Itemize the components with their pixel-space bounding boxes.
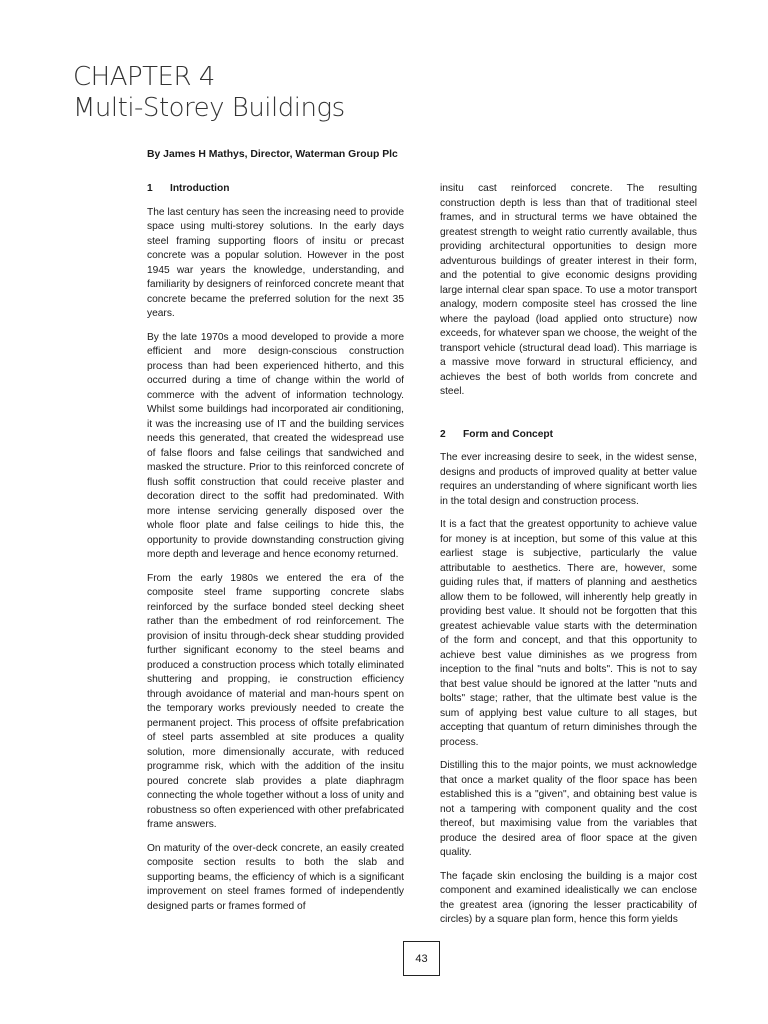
right-column — [440, 182, 697, 937]
paragraph: The façade skin enclosing the building is a major cost component and examined idealistically we can enclose the greatest area (ignoring the lesser practicability of circles) by a square plan form, hence this form yields — [440, 870, 697, 925]
paragraph: It is a fact that the greatest opportunity to achieve value for money is at inception, but some of this value at this earliest stage is subjective, particularly the value attributable to aesthetics. There are, however, some guiding rules that, if matters of planning and aesthetics allow them to be followed, will inherently help greatly in providing best value. It should not be forgotten that this greatest achievable value starts with the determination of the form and concept, and that this opportunity to achieve best value diminishes as we progress from inception to the final "nuts and bolts". This is not to say that best value should be ignored at the latter "nuts and bolts" stage; rather, that the ultimate best value is the sum of applying best value culture to all stages, but accepting that quantum of return diminishes through the process. — [440, 519, 697, 748]
paragraph: The last century has seen the increasing need to provide space using multi-storey solutions. In the early days steel framing supporting floors of insitu or precast concrete was a popular solution. However in the post 1945 war years the knowledge, understanding, and familiarity by designers of reinforced concrete meant that concrete became the preferred solution for the next 35 years. — [147, 206, 404, 319]
paragraph: Distilling this to the major points, we must acknowledge that once a market quality of the floor space has been established this is a "given", and obtaining best value is not a tampering with component quality and the cost thereof, but maximising value from the variables that produce the desired area of floor space at the given quality. — [440, 760, 697, 858]
section-heading-introduction — [147, 182, 404, 197]
section-heading-form-and-concept — [440, 428, 697, 443]
paragraph: The ever increasing desire to seek, in the widest sense, designs and products of improved quality at better value requires an understanding of where significant worth lies in the total design and construction process. — [440, 452, 697, 507]
paragraph: On maturity of the over-deck concrete, an easily created composite section results to both the slab and supporting beams, the efficiency of which is a significant improvement on steel frames formed of independently designed parts or frames formed of — [147, 842, 404, 912]
author-byline: By James H Mathys, Director, Waterman Group Plc — [147, 149, 398, 160]
chapter-heading — [73, 62, 345, 124]
chapter-label: CHAPTER 4 — [73, 62, 215, 92]
left-column — [147, 182, 404, 923]
paragraph-continuation: insitu cast reinforced concrete. The resulting construction depth is less than that of traditional steel frames, and in structural terms we have obtained the greatest strength to weight ratio currently available, thus providing architectural opportunities to design more adventurous buildings of greater interest in their form, and the potential to give economic designs providing large internal clear span space. To use a motor transport analogy, modern composite steel has crossed the line where the payload (load applied onto structure) now exceeds, for whatever span we choose, the weight of the transport vehicle (structural dead load). This marriage is a massive move forward in structural efficiency, and achieves the best of both worlds from concrete and steel. — [440, 183, 697, 397]
section-number: 2 — [440, 428, 446, 440]
page-number: 43 — [415, 952, 428, 965]
paragraph: By the late 1970s a mood developed to provide a more efficient and more design-conscious construction process than had been experienced hitherto, and this occurred during a time of change within the world of commerce with the advent of information technology. Whilst some buildings had incorporated air conditioning, it was the increasing use of IT and the building services needs this generated, that created the widespread use of false floors and false ceilings that sandwiched and masked the structure. Prior to this reinforced concrete of flush soffit construction that could receive plaster and decoration direct to the soffit had predominated. With more intense servicing generally disposed over the whole floor plate and false ceilings to hide this, the opportunity to provide downstanding construction giving more depth and leverage and hence economy returned. — [147, 331, 404, 560]
chapter-title: Multi-Storey Buildings — [73, 93, 345, 123]
section-number: 1 — [147, 183, 153, 194]
section-title: Form and Concept — [463, 428, 553, 440]
paragraph: From the early 1980s we entered the era of the composite steel frame supporting concrete slabs reinforced by the surface bonded steel decking sheet rather than the embedment of rod reinforcement. The provision of insitu through-deck shear studding provided further significant economy to the steel beams and produced a construction process which totally eliminated shuttering and propping, ie construction efficiency through avoidance of material and man-hours spent on the temporary works previously needed to create the permanent project. This process of offsite prefabrication of steel parts assembled at site produces a quality solution, more dimensionally accurate, with reduced programme risk, which with the addition of the insitu poured concrete slab provides a plate diaphragm connecting the whole together without a loss of unity and robustness so often experienced with other prefabricated frame answers. — [147, 572, 404, 830]
page-number-box — [403, 941, 440, 976]
section-title: Introduction — [170, 183, 230, 194]
